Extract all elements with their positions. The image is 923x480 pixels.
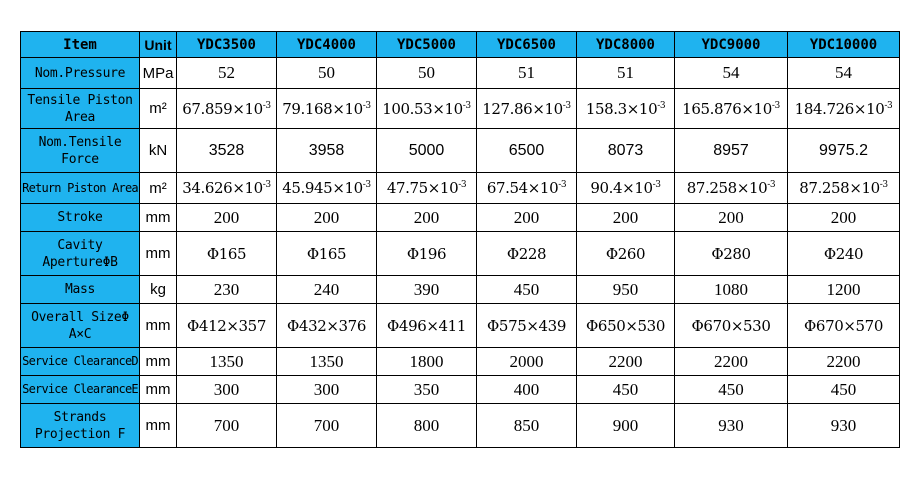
value-exponent: -3: [262, 100, 271, 111]
value-cell: 50: [377, 58, 477, 89]
value-cell: 200: [675, 204, 788, 232]
value-cell: 1080: [675, 276, 788, 304]
row-label: Service ClearanceD: [21, 348, 140, 376]
value-cell: 450: [577, 376, 675, 404]
model-header: YDC9000: [675, 32, 788, 58]
value-exponent: -3: [657, 100, 666, 111]
value-base: 87.258×10: [686, 179, 768, 197]
table-row: [21, 232, 900, 276]
row-label: Stroke: [21, 204, 140, 232]
value-cell: [377, 89, 477, 129]
value-cell: Φ412×357: [177, 304, 277, 348]
value-cell: 2000: [477, 348, 577, 376]
value-cell: Φ196: [377, 232, 477, 276]
value-cell: 450: [477, 276, 577, 304]
value-base: 127.86×10: [482, 99, 563, 118]
header-row: [21, 32, 900, 58]
model-header: YDC8000: [577, 32, 675, 58]
value-exponent: -3: [262, 180, 271, 190]
row-unit: mm: [140, 232, 177, 276]
model-header: YDC5000: [377, 32, 477, 58]
value-cell: 8073: [577, 129, 675, 173]
specification-table: [20, 31, 900, 448]
value-cell: Φ228: [477, 232, 577, 276]
value-cell: 300: [177, 376, 277, 404]
value-cell: [675, 89, 788, 129]
value-cell: 450: [788, 376, 900, 404]
value-cell: [577, 89, 675, 129]
value-cell: 50: [277, 58, 377, 89]
value-base: 158.3×10: [585, 99, 658, 118]
value-cell: [788, 89, 900, 129]
value-cell: [177, 89, 277, 129]
value-cell: 950: [577, 276, 675, 304]
value-cell: 3528: [177, 129, 277, 173]
row-unit: mm: [140, 348, 177, 376]
value-cell: Φ670×530: [675, 304, 788, 348]
value-exponent: -3: [462, 100, 471, 111]
value-cell: 2200: [675, 348, 788, 376]
value-exponent: -3: [362, 180, 371, 190]
row-label: Mass: [21, 276, 140, 304]
value-cell: Φ165: [177, 232, 277, 276]
value-cell: 1200: [788, 276, 900, 304]
value-cell: Φ240: [788, 232, 900, 276]
row-unit: MPa: [140, 58, 177, 89]
value-cell: [277, 173, 377, 204]
value-cell: 900: [577, 404, 675, 448]
table-row: [21, 404, 900, 448]
model-header: YDC10000: [788, 32, 900, 58]
value-cell: 8957: [675, 129, 788, 173]
row-unit: mm: [140, 404, 177, 448]
value-cell: 2200: [788, 348, 900, 376]
value-exponent: -3: [884, 100, 893, 111]
value-exponent: -3: [458, 180, 467, 190]
row-unit: kg: [140, 276, 177, 304]
value-cell: 1350: [177, 348, 277, 376]
value-cell: [577, 173, 675, 204]
row-label: Tensile Piston Area: [21, 89, 140, 129]
value-base: 67.54×10: [486, 179, 559, 197]
value-base: 34.626×10: [182, 179, 263, 197]
row-unit: kN: [140, 129, 177, 173]
item-header: Item: [21, 32, 140, 58]
row-label: Strands Projection F: [21, 404, 140, 448]
value-cell: 240: [277, 276, 377, 304]
row-unit: mm: [140, 376, 177, 404]
value-cell: 700: [177, 404, 277, 448]
value-cell: [177, 173, 277, 204]
value-cell: 6500: [477, 129, 577, 173]
value-cell: 850: [477, 404, 577, 448]
value-exponent: -3: [558, 180, 567, 190]
value-cell: 54: [788, 58, 900, 89]
model-header: YDC4000: [277, 32, 377, 58]
value-cell: [377, 173, 477, 204]
row-label: Return Piston Area: [21, 173, 140, 204]
value-cell: 350: [377, 376, 477, 404]
row-unit: m²: [140, 173, 177, 204]
value-base: 100.53×10: [382, 99, 463, 118]
value-cell: 800: [377, 404, 477, 448]
value-base: 165.876×10: [682, 99, 772, 118]
value-exponent: -3: [652, 180, 661, 190]
value-exponent: -3: [362, 100, 371, 111]
value-base: 79.168×10: [282, 99, 363, 118]
value-cell: Φ280: [675, 232, 788, 276]
value-cell: 200: [377, 204, 477, 232]
table-row: [21, 129, 900, 173]
value-cell: 200: [788, 204, 900, 232]
row-label: Cavity ApertureΦB: [21, 232, 140, 276]
value-cell: 400: [477, 376, 577, 404]
value-cell: Φ496×411: [377, 304, 477, 348]
value-cell: 9975.2: [788, 129, 900, 173]
value-cell: [788, 173, 900, 204]
value-cell: 200: [577, 204, 675, 232]
value-cell: Φ670×570: [788, 304, 900, 348]
value-cell: [675, 173, 788, 204]
table-row: [21, 204, 900, 232]
table-row: [21, 348, 900, 376]
value-cell: 450: [675, 376, 788, 404]
row-label: Nom.Tensile Force: [21, 129, 140, 173]
row-unit: m²: [140, 89, 177, 129]
value-base: 47.75×10: [386, 179, 459, 197]
unit-header: Unit: [140, 32, 177, 58]
value-cell: 54: [675, 58, 788, 89]
table-row: [21, 89, 900, 129]
table-row: [21, 276, 900, 304]
table-row: [21, 58, 900, 89]
value-cell: Φ650×530: [577, 304, 675, 348]
value-cell: [477, 173, 577, 204]
value-base: 184.726×10: [794, 99, 885, 118]
row-label: Overall SizeΦ A×C: [21, 304, 140, 348]
value-cell: 700: [277, 404, 377, 448]
value-cell: 3958: [277, 129, 377, 173]
value-exponent: -3: [879, 180, 888, 190]
value-base: 90.4×10: [590, 179, 653, 197]
table-row: [21, 376, 900, 404]
value-cell: 1800: [377, 348, 477, 376]
value-base: 45.945×10: [282, 179, 363, 197]
table-row: [21, 173, 900, 204]
value-base: 87.258×10: [799, 179, 880, 197]
table-row: [21, 304, 900, 348]
value-cell: Φ165: [277, 232, 377, 276]
value-cell: 200: [177, 204, 277, 232]
value-cell: 930: [788, 404, 900, 448]
value-cell: 200: [277, 204, 377, 232]
value-cell: 1350: [277, 348, 377, 376]
value-cell: [277, 89, 377, 129]
value-cell: [477, 89, 577, 129]
value-cell: 230: [177, 276, 277, 304]
row-label: Nom.Pressure: [21, 58, 140, 89]
row-unit: mm: [140, 204, 177, 232]
value-cell: 300: [277, 376, 377, 404]
value-cell: 5000: [377, 129, 477, 173]
value-cell: 51: [477, 58, 577, 89]
value-cell: Φ432×376: [277, 304, 377, 348]
value-cell: 52: [177, 58, 277, 89]
value-exponent: -3: [771, 100, 780, 111]
model-header: YDC3500: [177, 32, 277, 58]
value-cell: 51: [577, 58, 675, 89]
value-base: 67.859×10: [182, 99, 263, 118]
value-exponent: -3: [562, 100, 571, 111]
value-cell: Φ260: [577, 232, 675, 276]
model-header: YDC6500: [477, 32, 577, 58]
row-label: Service ClearanceE: [21, 376, 140, 404]
value-cell: Φ575×439: [477, 304, 577, 348]
value-cell: 930: [675, 404, 788, 448]
value-cell: 200: [477, 204, 577, 232]
value-cell: 390: [377, 276, 477, 304]
value-exponent: -3: [767, 180, 776, 190]
value-cell: 2200: [577, 348, 675, 376]
row-unit: mm: [140, 304, 177, 348]
